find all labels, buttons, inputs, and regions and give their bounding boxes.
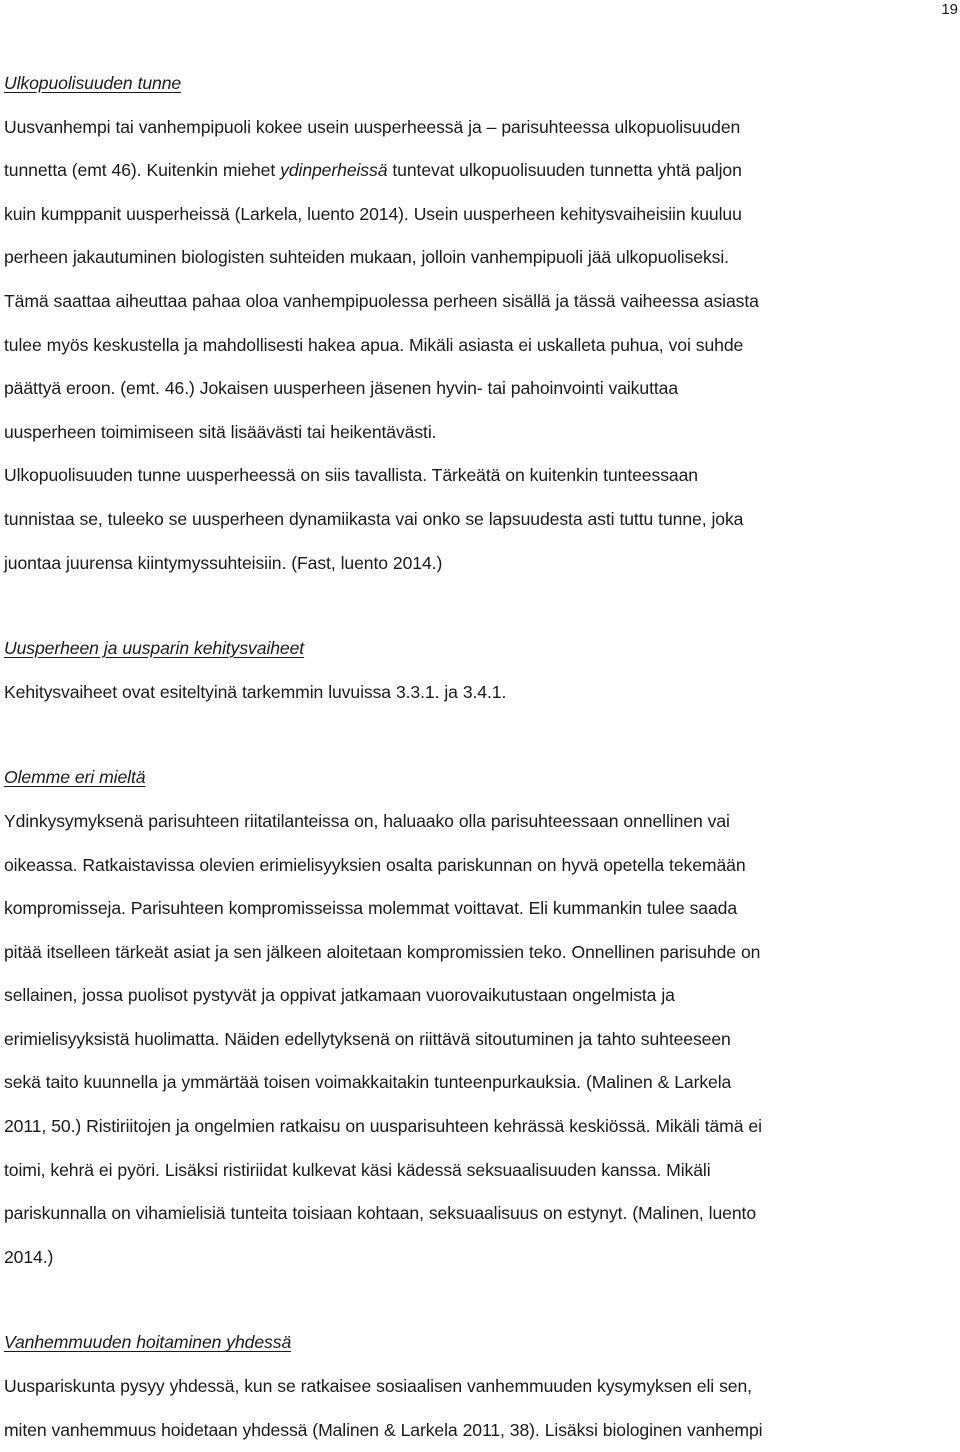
- section-spacer: [4, 714, 956, 756]
- text-line: sellainen, jossa puolisot pystyvät ja oppivat jatkamaan vuorovaikutustaan ongelmista ja: [4, 985, 675, 1006]
- text-line: kuin kumppanit uusperheissä (Larkela, luento 2014). Usein uusperheen kehitysvaiheisiin kuuluu: [4, 203, 742, 224]
- page-number: 19: [941, 1, 958, 18]
- section-kehitysvaiheet: [4, 627, 956, 714]
- section-heading: Ulkopuolisuuden tunne: [4, 73, 182, 93]
- document-body: [4, 62, 956, 1452]
- section-heading: Uusperheen ja uusparin kehitysvaiheet: [4, 638, 305, 659]
- section-vanhemmuuden-hoitaminen: [4, 1321, 956, 1452]
- text-line: päättyä eroon. (emt. 46.) Jokaisen uusperheen jäsenen hyvin- tai pahoinvointi vaikuttaa: [4, 378, 679, 399]
- text-line: sekä taito kuunnella ja ymmärtää toisen voimakkaitakin tunteenpurkauksia. (Malinen & Larkela: [4, 1072, 732, 1093]
- text-line: Tämä saattaa aiheuttaa pahaa oloa vanhempipuolessa perheen sisällä ja tässä vaiheessa asiasta: [4, 290, 759, 311]
- emphasized-term: ydinperheissä: [280, 160, 388, 181]
- text-line: juontaa juurensa kiintymyssuhteisiin. (Fast, luento 2014.): [4, 552, 443, 573]
- text-line: Uusvanhempi tai vanhempipuoli kokee usein uusperheessä ja – parisuhteessa ulkopuolisuuden: [4, 116, 741, 137]
- section-spacer: [4, 1279, 956, 1321]
- paragraph: [4, 671, 956, 715]
- text-line: miten vanhemmuus hoidetaan yhdessä (Malinen & Larkela 2011, 38). Lisäksi biologinen vanhempi: [4, 1419, 763, 1440]
- text-line: toimi, kehrä ei pyöri. Lisäksi ristiriidat kulkevat käsi kädessä seksuaalisuuden kanssa. Mikäli: [4, 1159, 711, 1180]
- text-line: Ydinkysymyksenä parisuhteen riitatilanteissa on, haluaako olla parisuhteessaan onnellinen vai: [4, 810, 730, 831]
- section-heading: Vanhemmuuden hoitaminen yhdessä: [4, 1332, 292, 1353]
- section-olemme-eri-mielta: [4, 756, 956, 1279]
- text-line: tulee myös keskustella ja mahdollisesti hakea apua. Mikäli asiasta ei uskalleta puhua, voi suhde: [4, 334, 744, 355]
- section-spacer: [4, 585, 956, 627]
- text-line: perheen jakautuminen biologisten suhteiden mukaan, jolloin vanhempipuoli jää ulkopuoliseksi.: [4, 247, 729, 268]
- text-line: 2014.): [4, 1246, 54, 1267]
- paragraph: [4, 1365, 956, 1452]
- paragraph: [4, 106, 956, 586]
- text-line: erimielisyyksistä huolimatta. Näiden edellytyksenä on riittävä sitoutuminen ja tahto suhteeseen: [4, 1028, 731, 1049]
- text-line: pariskunnalla on vihamielisiä tunteita toisiaan kohtaan, seksuaalisuus on estynyt. (Malinen, luento: [4, 1203, 757, 1224]
- text-line: kompromisseja. Parisuhteen kompromisseissa molemmat voittavat. Eli kummankin tulee saada: [4, 898, 738, 919]
- text-line: oikeassa. Ratkaistavissa olevien erimielisyyksien osalta pariskunnan on hyvä opetella tekemään: [4, 854, 746, 875]
- paragraph: [4, 800, 956, 1280]
- text-line: Kehitysvaiheet ovat esiteltyinä tarkemmin luvuissa 3.3.1. ja 3.4.1.: [4, 681, 507, 702]
- text-line: tunnistaa se, tuleeko se uusperheen dynamiikasta vai onko se lapsuudesta asti tuttu tunne, joka: [4, 508, 744, 529]
- text-line: uusperheen toimimiseen sitä lisäävästi tai heikentävästi.: [4, 421, 437, 442]
- section-heading: Olemme eri mieltä: [4, 767, 146, 788]
- text-line: Uuspariskunta pysyy yhdessä, kun se ratkaisee sosiaalisen vanhemmuuden kysymyksen eli sen,: [4, 1376, 752, 1397]
- text-line: pitää itselleen tärkeät asiat ja sen jälkeen aloitetaan kompromissien teko. Onnellinen parisuhde on: [4, 941, 761, 962]
- text-line: Ulkopuolisuuden tunne uusperheessä on siis tavallista. Tärkeätä on kuitenkin tunteessaan: [4, 465, 698, 486]
- text-line: 2011, 50.) Ristiriitojen ja ongelmien ratkaisu on uusparisuhteen kehrässä keskiössä. Mikäli tämä ei: [4, 1116, 762, 1137]
- text-line: tunnetta (emt 46). Kuitenkin miehet ydinperheissä tuntevat ulkopuolisuuden tunnetta yhtä paljon: [4, 160, 742, 181]
- section-ulkopuolisuuden-tunne: [4, 62, 956, 585]
